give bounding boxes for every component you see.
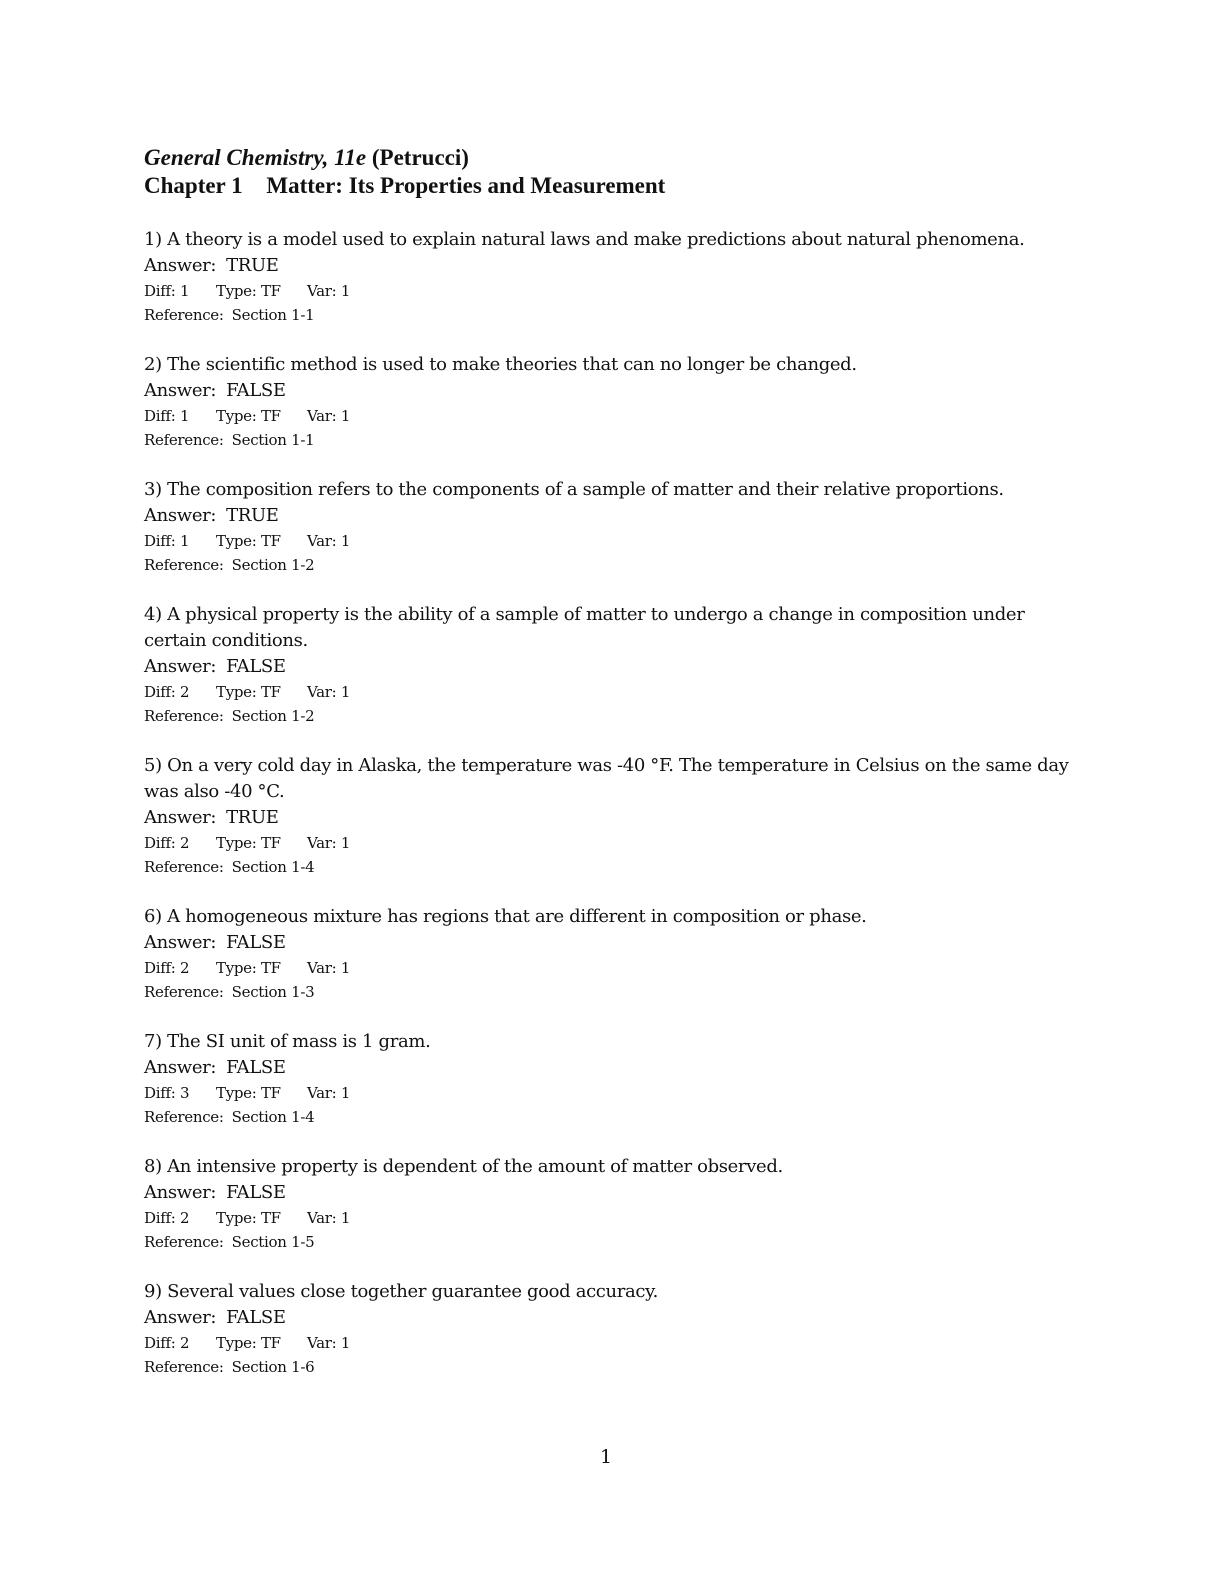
question-type: Type: TF xyxy=(216,532,281,550)
difficulty: Diff: 2 xyxy=(144,683,190,701)
answer-line xyxy=(144,253,1084,279)
question-item xyxy=(144,1029,1084,1128)
question-list xyxy=(144,227,1084,1404)
book-author: (Petrucci) xyxy=(371,145,469,170)
question-type: Type: TF xyxy=(216,1209,281,1227)
question-text: 9) Several values close together guarantee good accuracy. xyxy=(144,1281,658,1302)
answer-label: Answer: xyxy=(144,255,217,276)
question-meta xyxy=(144,1331,1084,1356)
answer-label: Answer: xyxy=(144,807,217,828)
difficulty: Diff: 2 xyxy=(144,959,190,977)
answer-line xyxy=(144,1180,1084,1206)
question-meta xyxy=(144,956,1084,981)
chapter-number: Chapter 1 xyxy=(144,173,243,198)
question-text: 1) A theory is a model used to explain natural laws and make predictions about natural phenomena. xyxy=(144,229,1025,250)
book-title-line xyxy=(144,144,665,172)
question-type: Type: TF xyxy=(216,407,281,425)
question-type: Type: TF xyxy=(216,959,281,977)
reference-value: Section 1-2 xyxy=(231,707,315,725)
question-type: Type: TF xyxy=(216,1084,281,1102)
question-type: Type: TF xyxy=(216,1334,281,1352)
answer-line xyxy=(144,1305,1084,1331)
question-meta xyxy=(144,1081,1084,1106)
question-item xyxy=(144,352,1084,451)
answer-value: TRUE xyxy=(226,255,279,276)
chapter-heading xyxy=(144,172,665,200)
reference-label: Reference: xyxy=(144,707,224,725)
difficulty: Diff: 2 xyxy=(144,1209,190,1227)
question-meta xyxy=(144,529,1084,554)
question-text: 2) The scientific method is used to make theories that can no longer be changed. xyxy=(144,354,857,375)
difficulty: Diff: 3 xyxy=(144,1084,190,1102)
difficulty: Diff: 2 xyxy=(144,834,190,852)
answer-value: FALSE xyxy=(226,1307,286,1328)
reference-value: Section 1-6 xyxy=(231,1358,315,1376)
reference-label: Reference: xyxy=(144,1233,224,1251)
reference-value: Section 1-4 xyxy=(231,858,315,876)
answer-line xyxy=(144,930,1084,956)
difficulty: Diff: 2 xyxy=(144,1334,190,1352)
book-title: General Chemistry, 11e xyxy=(144,145,367,170)
difficulty: Diff: 1 xyxy=(144,532,190,550)
answer-value: FALSE xyxy=(226,1182,286,1203)
answer-line xyxy=(144,378,1084,404)
reference-line xyxy=(144,1356,1084,1378)
question-text: 7) The SI unit of mass is 1 gram. xyxy=(144,1031,431,1052)
answer-line xyxy=(144,503,1084,529)
reference-label: Reference: xyxy=(144,1358,224,1376)
variant: Var: 1 xyxy=(307,959,351,977)
variant: Var: 1 xyxy=(307,683,351,701)
answer-label: Answer: xyxy=(144,505,217,526)
question-text: 3) The composition refers to the components of a sample of matter and their relative proportions. xyxy=(144,479,1004,500)
difficulty: Diff: 1 xyxy=(144,407,190,425)
answer-label: Answer: xyxy=(144,656,217,677)
question-item xyxy=(144,1154,1084,1253)
reference-line xyxy=(144,981,1084,1003)
answer-value: FALSE xyxy=(226,656,286,677)
reference-value: Section 1-4 xyxy=(231,1108,315,1126)
answer-value: TRUE xyxy=(226,807,279,828)
answer-line xyxy=(144,805,1084,831)
variant: Var: 1 xyxy=(307,532,351,550)
reference-line xyxy=(144,554,1084,576)
question-type: Type: TF xyxy=(216,834,281,852)
answer-label: Answer: xyxy=(144,932,217,953)
question-meta xyxy=(144,279,1084,304)
reference-line xyxy=(144,1106,1084,1128)
variant: Var: 1 xyxy=(307,282,351,300)
answer-line xyxy=(144,1055,1084,1081)
answer-line xyxy=(144,654,1084,680)
question-meta xyxy=(144,680,1084,705)
answer-value: FALSE xyxy=(226,1057,286,1078)
reference-value: Section 1-1 xyxy=(231,306,315,324)
answer-value: FALSE xyxy=(226,380,286,401)
reference-value: Section 1-5 xyxy=(231,1233,315,1251)
chapter-title: Matter: Its Properties and Measurement xyxy=(266,173,666,198)
question-item xyxy=(144,1279,1084,1378)
question-item xyxy=(144,904,1084,1003)
reference-line xyxy=(144,1231,1084,1253)
question-item xyxy=(144,753,1084,878)
question-meta xyxy=(144,1206,1084,1231)
answer-value: FALSE xyxy=(226,932,286,953)
reference-label: Reference: xyxy=(144,1108,224,1126)
answer-value: TRUE xyxy=(226,505,279,526)
variant: Var: 1 xyxy=(307,1334,351,1352)
reference-label: Reference: xyxy=(144,556,224,574)
reference-line xyxy=(144,856,1084,878)
variant: Var: 1 xyxy=(307,1084,351,1102)
question-text: 8) An intensive property is dependent of the amount of matter observed. xyxy=(144,1156,783,1177)
reference-line xyxy=(144,304,1084,326)
reference-line xyxy=(144,705,1084,727)
question-item xyxy=(144,602,1084,727)
question-text: 4) A physical property is the ability of a sample of matter to undergo a change in composition under certain conditions. xyxy=(144,604,1025,651)
variant: Var: 1 xyxy=(307,834,351,852)
reference-value: Section 1-3 xyxy=(231,983,315,1001)
question-type: Type: TF xyxy=(216,683,281,701)
question-item xyxy=(144,227,1084,326)
question-item xyxy=(144,477,1084,576)
question-text: 6) A homogeneous mixture has regions that are different in composition or phase. xyxy=(144,906,867,927)
answer-label: Answer: xyxy=(144,1057,217,1078)
variant: Var: 1 xyxy=(307,407,351,425)
page-number: 1 xyxy=(599,1446,613,1468)
difficulty: Diff: 1 xyxy=(144,282,190,300)
reference-label: Reference: xyxy=(144,431,224,449)
reference-label: Reference: xyxy=(144,858,224,876)
answer-label: Answer: xyxy=(144,1307,217,1328)
question-meta xyxy=(144,404,1084,429)
reference-label: Reference: xyxy=(144,306,224,324)
question-type: Type: TF xyxy=(216,282,281,300)
answer-label: Answer: xyxy=(144,1182,217,1203)
reference-value: Section 1-1 xyxy=(231,431,315,449)
question-text: 5) On a very cold day in Alaska, the temperature was -40 °F. The temperature in Celsius on the same day was also -40 °C. xyxy=(144,755,1069,802)
reference-line xyxy=(144,429,1084,451)
reference-value: Section 1-2 xyxy=(231,556,315,574)
answer-label: Answer: xyxy=(144,380,217,401)
variant: Var: 1 xyxy=(307,1209,351,1227)
reference-label: Reference: xyxy=(144,983,224,1001)
document-header xyxy=(144,144,665,200)
question-meta xyxy=(144,831,1084,856)
